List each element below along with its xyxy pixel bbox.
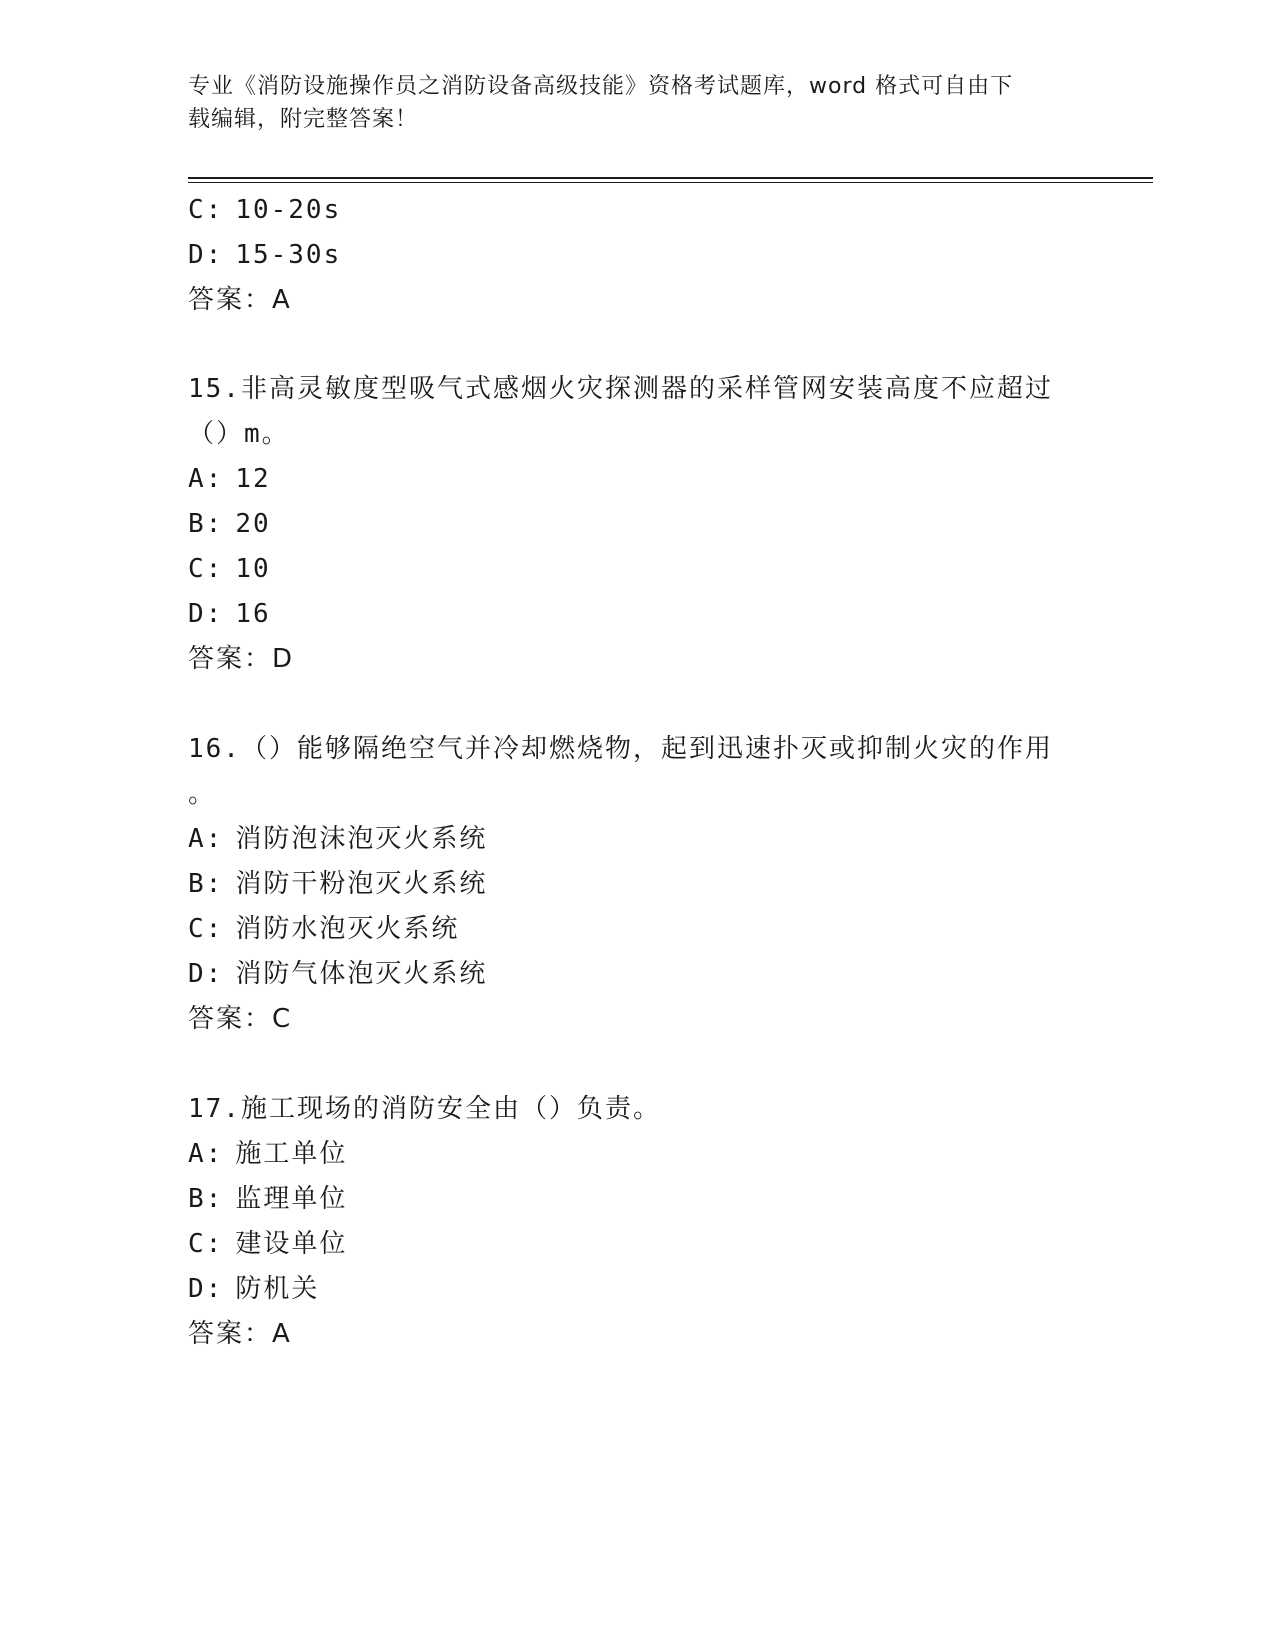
question-16-stem: 16.（）能够隔绝空气并冷却燃烧物，起到迅速扑灭或抑制火灾的作用 [188, 734, 1053, 764]
question-17-option-c: C: 建设单位 [188, 1229, 348, 1259]
option-prev-c: C: 10-20s [188, 195, 342, 225]
question-16-option-d: D: 消防气体泡灭火系统 [188, 959, 488, 989]
question-15-option-d: D: 16 [188, 599, 271, 629]
question-16-option-b: B: 消防干粉泡灭火系统 [188, 869, 488, 899]
question-15-option-b: B: 20 [188, 509, 271, 539]
answer-prev: 答案：A [188, 285, 292, 315]
question-15-answer: 答案：D [188, 644, 295, 674]
question-16-option-c: C: 消防水泡灭火系统 [188, 914, 460, 944]
header-line-1: 专业《消防设施操作员之消防设备高级技能》资格考试题库，word 格式可自由下 [188, 74, 1014, 99]
question-16-answer: 答案：C [188, 1004, 293, 1034]
question-16-option-a: A: 消防泡沫泡灭火系统 [188, 824, 488, 854]
header-divider-thin [188, 182, 1153, 183]
question-17-answer: 答案：A [188, 1319, 292, 1349]
question-15-stem: 15.非高灵敏度型吸气式感烟火灾探测器的采样管网安装高度不应超过 [188, 374, 1053, 404]
question-17-option-a: A: 施工单位 [188, 1139, 348, 1169]
question-15-option-c: C: 10 [188, 554, 271, 584]
question-16-stem-cont: 。 [188, 779, 217, 809]
question-17-stem: 17.施工现场的消防安全由（）负责。 [188, 1094, 661, 1124]
question-17-option-b: B: 监理单位 [188, 1184, 348, 1214]
question-15-stem-cont: （）m。 [188, 419, 290, 449]
document-header [188, 70, 1088, 136]
question-17-option-d: D: 防机关 [188, 1274, 320, 1304]
option-prev-d: D: 15-30s [188, 240, 342, 270]
header-divider-thick [188, 177, 1153, 179]
question-15-option-a: A: 12 [188, 464, 271, 494]
header-line-2: 载编辑，附完整答案！ [188, 107, 419, 132]
